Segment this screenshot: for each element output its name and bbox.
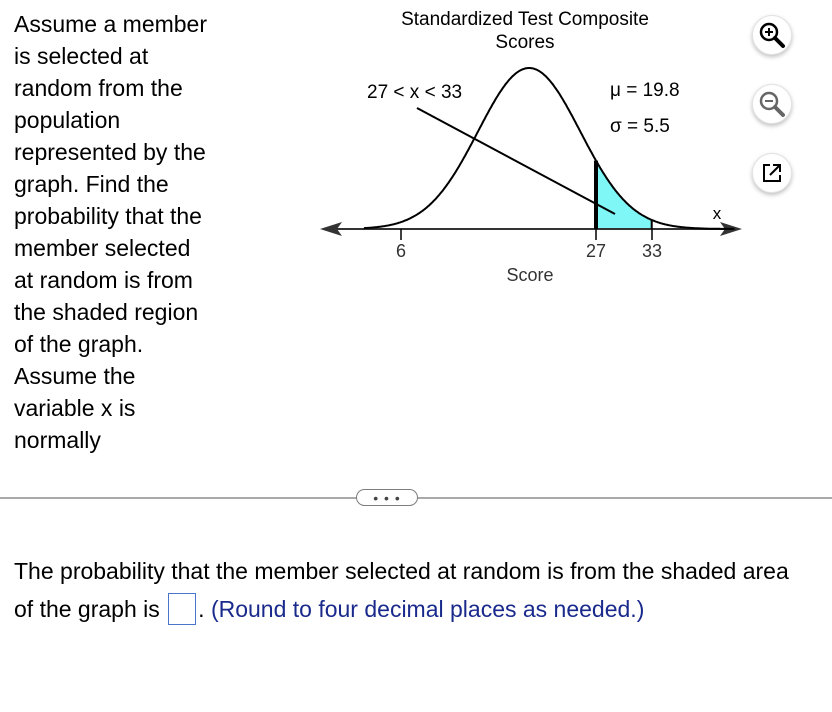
question-line: the shaded region (14, 299, 199, 325)
normal-curve-graph (0, 0, 832, 300)
question-line: graph. Find the (14, 171, 169, 197)
axis-variable-label: x (712, 204, 722, 223)
sd-label: σ = 5.5 (610, 116, 670, 137)
question-line: represented by the (14, 139, 206, 165)
question-line: member selected (14, 235, 191, 261)
graph-title-line2: Scores (495, 32, 555, 53)
tick-label-27: 27 (585, 241, 607, 261)
graph-title-line1: Standardized Test Composite (401, 9, 649, 30)
question-line: probability that the (14, 203, 202, 229)
zoom-in-icon (756, 19, 788, 51)
more-button[interactable]: • • • (356, 489, 418, 506)
popout-button[interactable] (752, 153, 792, 193)
mean-label: μ = 19.8 (610, 80, 680, 101)
question-line: is selected at (14, 43, 149, 69)
zoom-out-icon (756, 88, 788, 120)
question-line: at random is from (14, 267, 193, 293)
question-line: Assume the (14, 363, 136, 389)
interval-pointer-line (417, 108, 615, 214)
question-line: normally (14, 427, 101, 453)
tick-label-33: 33 (641, 241, 663, 261)
question-line: random from the (14, 75, 183, 101)
question-line: Assume a member (14, 11, 208, 37)
answer-input[interactable] (168, 593, 196, 625)
answer-section (14, 552, 814, 628)
rounding-hint: (Round to four decimal places as needed.) (210, 596, 645, 622)
answer-prompt: The probability that the member selected at random is from the shaded area of the graph is (14, 558, 789, 622)
external-window-icon (756, 157, 788, 189)
question-line: population (14, 107, 121, 133)
shaded-region (596, 161, 652, 229)
interval-label: 27 < x < 33 (367, 82, 463, 103)
answer-period: . (198, 596, 205, 622)
zoom-out-button[interactable] (752, 84, 792, 124)
tick-label-6: 6 (395, 241, 407, 261)
zoom-in-button[interactable] (752, 15, 792, 55)
question-line: of the graph. (14, 331, 144, 357)
axis-title: Score (506, 265, 554, 285)
question-line: variable x is (14, 395, 136, 421)
